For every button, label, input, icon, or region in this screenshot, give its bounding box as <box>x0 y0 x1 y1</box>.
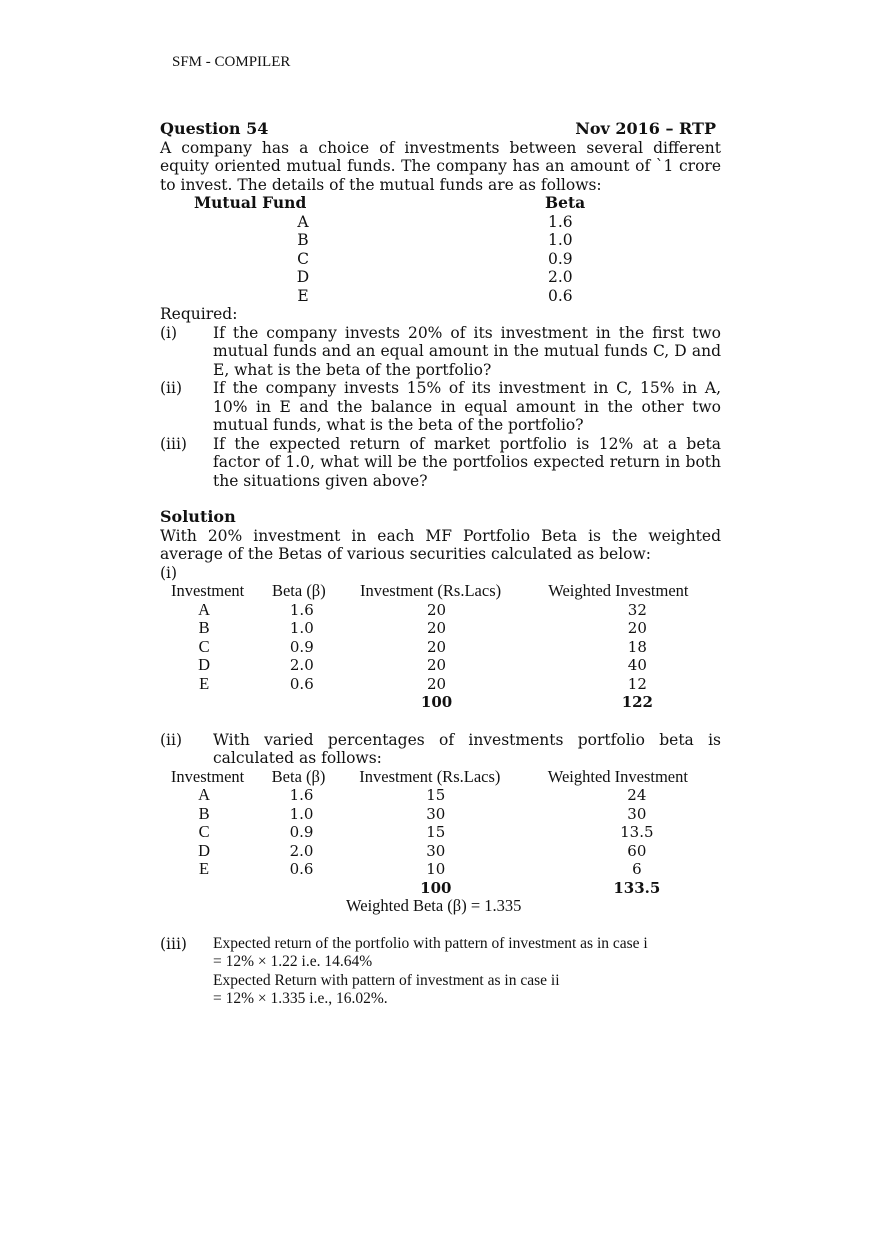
table-cell: 2.0 <box>289 656 314 674</box>
question-part <box>160 379 721 435</box>
part-text: If the company invests 15% of its investment in C, 15% in A, 10% in E and the balance in equal amount in the other two mutual funds, what is the beta of the portfolio? <box>213 379 721 434</box>
table-cell: 1.0 <box>289 804 314 823</box>
page-content <box>160 120 721 1009</box>
table-row <box>184 268 638 287</box>
question-part <box>160 324 721 380</box>
column-header: Weighted Investment <box>547 766 688 786</box>
column-header: Investment (Rs.Lacs) <box>359 581 502 600</box>
table-cell: 1.6 <box>289 600 314 619</box>
part-i-label: (i) <box>160 563 178 582</box>
part-number: (iii) <box>160 934 187 953</box>
table-cell: 20 <box>427 619 447 637</box>
text-line: Expected Return with pattern of investment as in case ii <box>213 971 560 989</box>
table-cell: 30 <box>627 804 647 823</box>
table-cell: 2.0 <box>289 841 314 860</box>
table-total-row <box>163 693 721 712</box>
column-header: Beta (β) <box>271 581 326 600</box>
table-cell: A <box>198 599 211 619</box>
table-cell: 1.0 <box>548 231 573 249</box>
table-header-row <box>163 582 721 601</box>
solution-part-iii <box>160 935 721 1009</box>
table-row <box>163 786 721 805</box>
part-number: (ii) <box>160 730 183 749</box>
part-number: (i) <box>160 323 178 342</box>
table-cell: 0.9 <box>289 637 314 656</box>
required-label: Required: <box>160 305 238 323</box>
table-cell: B <box>198 803 210 823</box>
question-intro: A company has a choice of investments between several different equity oriented mutual funds. The company has an amount of `1 crore to invest. The details of the mutual funds are as follows: <box>160 138 721 194</box>
table-cell: E <box>199 859 210 878</box>
table-row <box>163 842 721 861</box>
solution-title: Solution <box>160 507 236 526</box>
table-cell: 6 <box>632 860 642 878</box>
table-cell: 20 <box>427 637 447 656</box>
total-investment: 100 <box>420 693 453 711</box>
table-cell: 32 <box>627 600 647 619</box>
mutual-fund-table <box>184 194 638 305</box>
table-cell: 20 <box>627 619 647 637</box>
column-header: Investment (Rs.Lacs) <box>359 766 501 786</box>
column-header: Beta (β) <box>271 766 326 786</box>
text-line: = 12% × 1.22 i.e. 14.64% <box>213 953 373 970</box>
total-weighted: 122 <box>621 693 653 711</box>
table-cell: 0.6 <box>548 286 573 305</box>
part-text: If the company invests 20% of its investment in the first two mutual funds and an equal amount in the mutual funds C, D and E, what is the beta of the portfolio? <box>213 323 721 379</box>
table-cell: 20 <box>427 656 447 674</box>
table-header-row <box>184 194 638 213</box>
table-cell: D <box>198 840 211 860</box>
table-row <box>163 805 721 824</box>
solution-intro: With 20% investment in each MF Portfolio Beta is the weighted average of the Betas of various securities calculated as below: <box>160 526 721 563</box>
table-row <box>184 213 638 232</box>
total-weighted: 133.5 <box>613 878 661 897</box>
total-investment: 100 <box>420 878 452 897</box>
question-source: Nov 2016 – RTP <box>575 119 716 138</box>
table-cell: C <box>297 249 309 268</box>
calculation-table-i <box>163 582 721 712</box>
table-cell: 10 <box>426 860 446 878</box>
part-text: With varied percentages of investments portfolio beta is calculated as follows: <box>213 730 721 767</box>
column-header: Weighted Investment <box>548 581 689 600</box>
column-header: Investment <box>170 581 245 600</box>
table-cell: E <box>297 286 309 305</box>
table-cell: D <box>296 268 310 286</box>
table-cell: E <box>199 673 210 693</box>
table-cell: 18 <box>627 637 647 656</box>
table-cell: 0.6 <box>289 674 314 693</box>
table-cell: 15 <box>426 786 446 804</box>
calculation-table-ii <box>163 768 721 898</box>
table-row <box>163 656 721 675</box>
table-cell: 30 <box>426 841 446 860</box>
table-row <box>163 638 721 657</box>
table-cell: 0.9 <box>289 823 314 841</box>
table-cell: 1.6 <box>289 786 314 804</box>
question-number: Question 54 <box>160 119 269 138</box>
table-cell: 40 <box>627 656 647 674</box>
table-row <box>163 823 721 842</box>
text-line: = 12% × 1.335 i.e., 16.02%. <box>213 990 388 1007</box>
question-heading <box>160 120 721 139</box>
column-header: Beta <box>545 193 586 212</box>
weighted-beta: Weighted Beta (β) = 1.335 <box>346 896 522 915</box>
table-header-row <box>163 768 721 787</box>
text-line: Expected return of the portfolio with pattern of investment as in case i <box>213 934 648 952</box>
table-row <box>163 619 721 638</box>
column-header: Mutual Fund <box>194 193 307 212</box>
table-cell: 60 <box>627 841 647 860</box>
table-cell: A <box>297 212 309 231</box>
page-header: SFM - COMPILER <box>172 54 291 70</box>
column-header: Investment <box>170 766 245 786</box>
table-cell: 30 <box>426 804 446 823</box>
table-cell: D <box>198 655 211 674</box>
solution-part-ii <box>160 731 721 768</box>
part-iii-lines <box>213 935 648 1009</box>
table-cell: 20 <box>427 600 447 619</box>
part-text: If the expected return of market portfolio is 12% at a beta factor of 1.0, what will be the portfolios expected return in both the situations given above? <box>213 434 721 490</box>
table-cell: 0.9 <box>548 249 573 268</box>
table-cell: 24 <box>627 786 647 804</box>
table-cell: C <box>198 822 210 841</box>
table-cell: B <box>297 231 309 249</box>
table-cell: B <box>198 618 210 637</box>
table-row <box>184 231 638 250</box>
table-row <box>163 675 721 694</box>
table-total-row <box>163 879 721 898</box>
table-row <box>184 250 638 269</box>
table-cell: A <box>198 785 211 804</box>
table-row <box>163 601 721 620</box>
table-cell: 12 <box>627 674 647 693</box>
table-cell: 2.0 <box>548 268 573 286</box>
table-cell: 1.0 <box>289 619 314 637</box>
table-cell: C <box>198 636 210 656</box>
table-cell: 15 <box>426 823 446 841</box>
table-cell: 1.6 <box>548 212 573 231</box>
table-row <box>163 860 721 879</box>
part-number: (iii) <box>160 434 187 453</box>
part-number: (ii) <box>160 379 183 397</box>
question-part <box>160 435 721 491</box>
table-row <box>184 287 638 306</box>
table-cell: 13.5 <box>620 823 654 841</box>
table-cell: 20 <box>427 674 447 693</box>
table-cell: 0.6 <box>289 860 314 878</box>
